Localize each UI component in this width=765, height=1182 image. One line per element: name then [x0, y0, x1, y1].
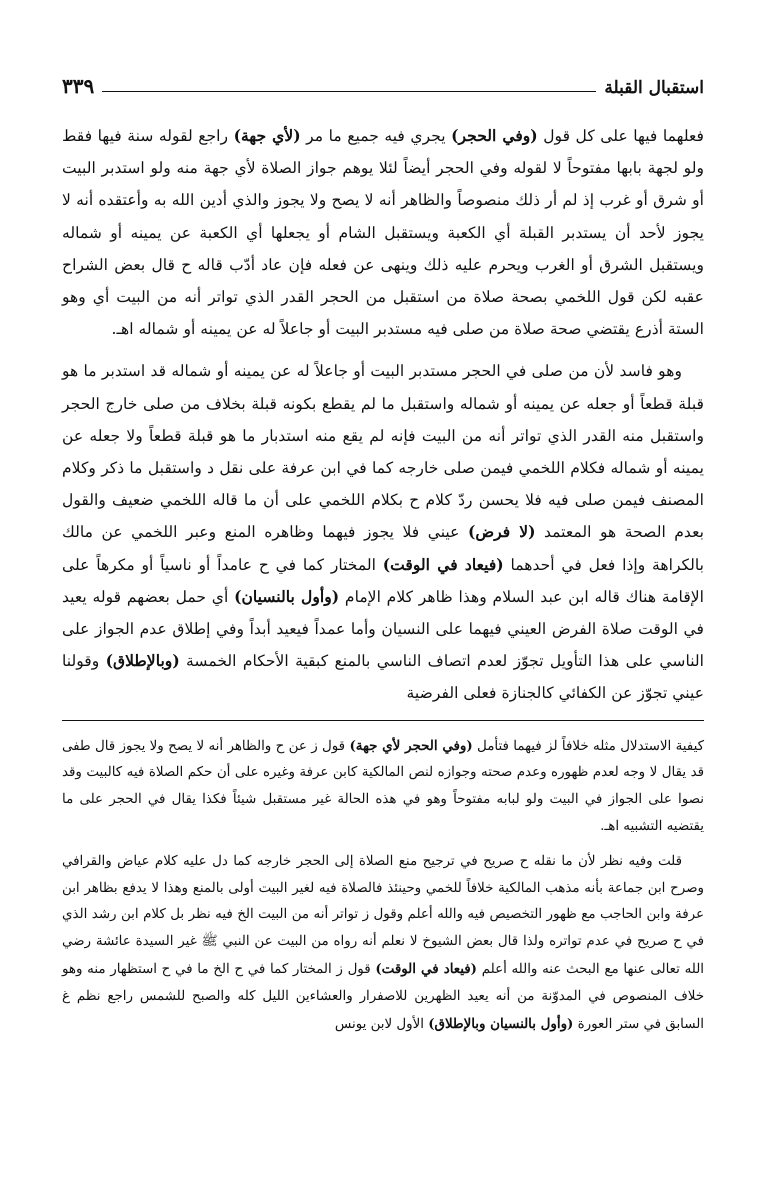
footnote-paragraph-1: [62, 733, 704, 841]
bold-quote: (وأول بالنسيان وبالإطلاق): [428, 1015, 574, 1032]
text-run: وقولنا عيني تجوّز عن الكفائي كالجنازة فعلى الفرضية: [62, 652, 704, 703]
main-paragraph-2: [62, 355, 704, 709]
footnotes: [62, 733, 704, 1039]
text-run: عيني فلا يجوز فيهما وظاهره المنع وعبر اللخمي عن مالك بالكراهة وإذا فعل في أحدهما: [62, 523, 704, 574]
text-run: المختار كما في ح عامداً أو ناسياً أو مكرهاً على الإقامة هناك قاله ابن عبد السلام وهذا ظاهر كلام الإمام: [62, 555, 704, 606]
text-run: فعلهما فيها على كل قول: [537, 127, 704, 145]
book-page: [62, 58, 704, 1046]
text-run: قول ز عن ح والظاهر أنه لا يصح ولا يجوز قال طفى قد يقال لا وجه لعدم ظهوره وعدم صحته وجوازه لنص المالكية كابن عرفة وغيره على أن حكم الصلاة فيه كالبيت وقد نصوا على الجواز في البيت ولو لبابه مفتوحاً وهو في هذه الحالة غير مستقبل شيئاً فكذا يقال في الحجر على ما يقتضيه التشبيه اهـ.: [62, 738, 704, 835]
bold-quote: (لأي جهة): [233, 126, 301, 145]
text-run: قلت وفيه نظر لأن ما نقله ح صريح في ترجيح منع الصلاة إلى الحجر خارجه كما دل عليه كلام عياض والقرافي وصرح ابن جماعة بأنه مذهب المالكية خلافاً للخمي وحينئذ فالصلاة فيه لغير البيت أولى بالمنع وهذا لا يدفع بظاهر ابن عرفة وابن الحاجب مع ظهور التخصيص فيه والله أعلم وقول ز تواتر أنه من البيت الخ فيه نظر بل كلام ابن رشد الذي في ح صريح في عدم تواتره ولذا قال بعض الشيوخ لا نعلم أنه رواه من البيت عن النبي ﷺ غير السيدة عائشة رضي الله تعالى عنها مع البحث عنه والله أعلم: [62, 853, 704, 978]
page-number: ٣٣٩: [62, 74, 95, 98]
bold-quote: (فيعاد في الوقت): [382, 554, 504, 574]
text-run: يجري فيه جميع ما مر: [300, 127, 452, 145]
text-run: كيفية الاستدلال مثله خلافاً لز فيهما فتأمل: [472, 738, 704, 754]
bold-quote: (وفي الحجر لأي جهة): [349, 737, 473, 754]
text-run: الأول لابن يونس: [334, 1016, 429, 1032]
text-run: أي حمل بعضهم قوله يعيد في الوقت صلاة الفرض العيني فيهما على النسيان وأما عمداً فيعيد أبداً وفي إطلاق عدم الجواز على الناسي على هذا التأويل تجوّز لعدم اتصاف الناسي بالمنع كبقية الأحكام الخمسة: [62, 587, 704, 671]
main-paragraph-1: [62, 120, 704, 345]
bold-quote: (وبالإطلاق): [105, 651, 180, 671]
text-run: راجع لقوله سنة فيها فقط ولو لجهة بابها مفتوحاً لا لقوله وفي الحجر أيضاً لئلا يوهم جواز الصلاة لأي جهة منه ولو استدبر البيت أو شرق أو غرب إذ لم أر ذلك منصوصاً والظاهر أنه لا يصح ولا يجوز والذي أدين الله به وأعتقده أنه لا يجوز لأحد أن يستدبر القبلة أي الكعبة ويستقبل الشام أو يجعلها أي الكعبة عن يمينه أو شماله ويستقبل الشرق أو الغرب ويحرم عليه ذلك وينهى عن فعله فإن عاد أدّب قاله ح قال بعض الشراح عقبه لكن قول اللخمي بصحة صلاة من استقبل من الحجر القدر الذي تواتر أنه من البيت أي وهو الستة أذرع يقتضي صحة صلاة من صلى فيه مستدبر البيت أو جاعلاً له عن يمينه أو شماله اهـ.: [62, 127, 704, 339]
page-header: [62, 58, 704, 98]
footnote-paragraph-2: [62, 849, 704, 1039]
bold-quote: (وأول بالنسيان): [234, 586, 340, 606]
bold-quote: (فيعاد في الوقت): [375, 961, 478, 978]
bold-quote: (لا فرض): [467, 522, 536, 542]
header-rule: [102, 91, 596, 92]
running-title: استقبال القبلة: [604, 78, 704, 98]
text-run: قول ز المختار كما في ح الخ ما في ح استظهار منه وهو خلاف المنصوص في المدوّنة من أنه يعيد الظهرين للاصفرار والعشاءين الليل كله والصبح للشمس راجع نظم غ السابق في ستر العورة: [62, 962, 704, 1032]
main-text: [62, 120, 704, 710]
text-run: وهو فاسد لأن من صلى في الحجر مستدبر البيت أو جاعلاً له عن يمينه أو شماله قد استدبر ما هو قبلة قطعاً أو جعله عن يمينه أو شماله واستقبل ما لم يقطع بكونه قبلة بخلاف من صلى خارج الحجر واستقبل منه القدر الذي تواتر أنه من البيت فإنه لم يقع منه استدبار ما هو قبلة قطعاً ولا جعله عن يمينه أو شماله فكلام اللخمي فيمن صلى خارجه كما في ابن عرفة على نقل د واستقبل ما ذكر وكلام المصنف فيمن صلى فيه فلا يحسن ردّ كلام ح بكلام اللخمي على أن ما قاله اللخمي ضعيف والقول بعدم الصحة هو المعتمد: [62, 362, 704, 542]
footnote-divider: [62, 720, 704, 721]
bold-quote: (وفي الحجر): [451, 126, 538, 145]
